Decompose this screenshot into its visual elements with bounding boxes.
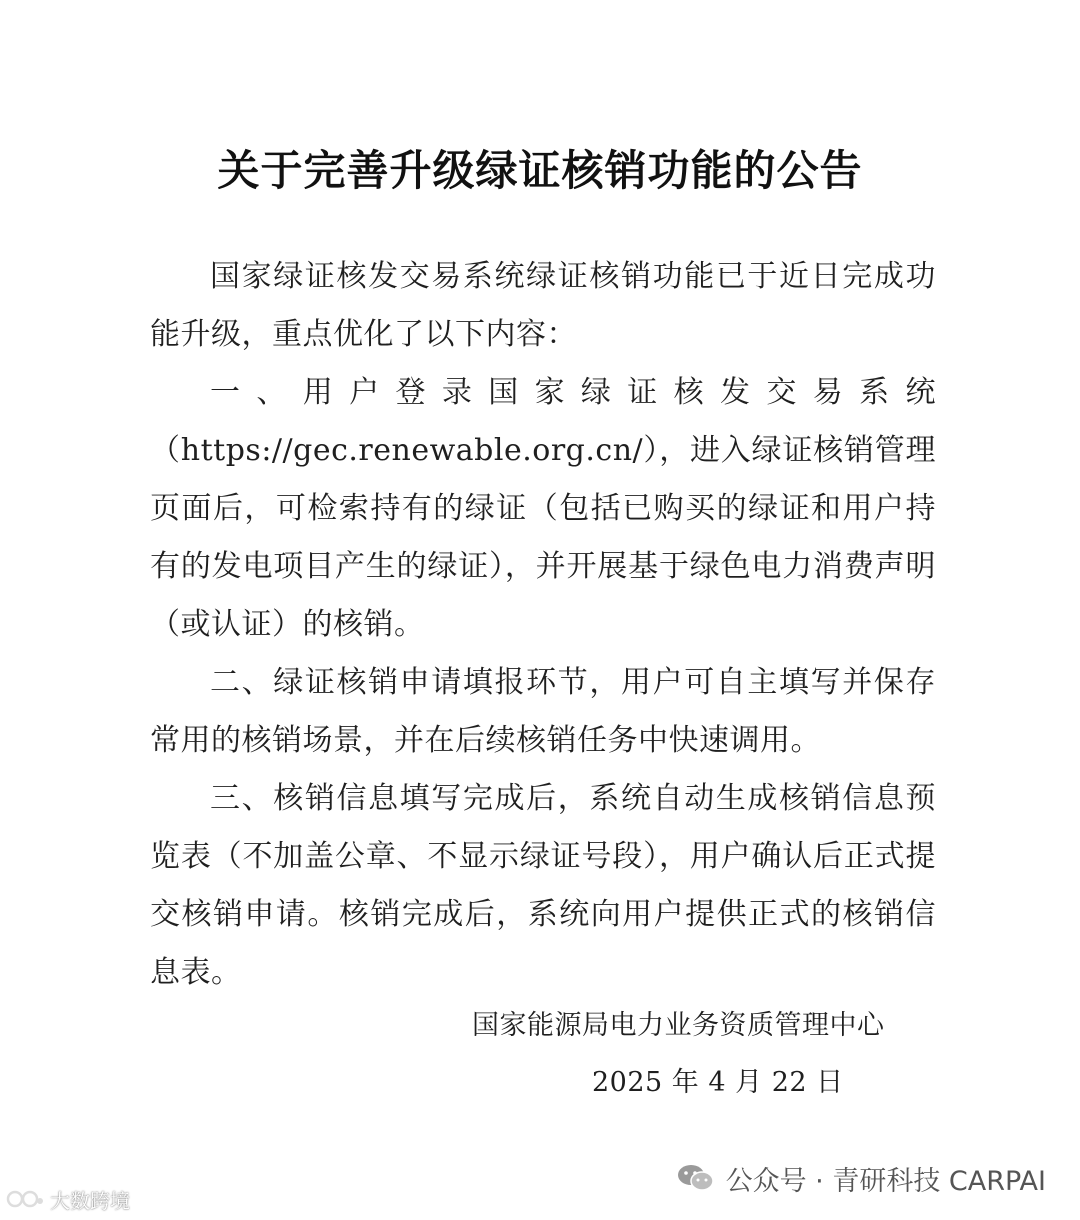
paragraph-item-2: 二、绿证核销申请填报环节，用户可自主填写并保存常用的核销场景，并在后续核销任务中快速调用。	[150, 665, 936, 758]
paragraph-intro: 国家绿证核发交易系统绿证核销功能已于近日完成功能升级，重点优化了以下内容：	[150, 259, 936, 352]
wechat-watermark	[676, 1156, 1046, 1200]
issuer-name: 国家能源局电力业务资质管理中心	[472, 1010, 885, 1041]
paragraph-item-1: 一、用户登录国家绿证核发交易系统（https://gec.renewable.org.cn/），进入绿证核销管理页面后，可检索持有的绿证（包括已购买的绿证和用户持有的发电项目产生的绿证），并开展基于绿色电力消费声明（或认证）的核销。	[150, 375, 936, 642]
issue-date: 2025 年 4 月 22 日	[592, 1067, 844, 1098]
wechat-watermark-text: 公众号 · 青研科技 CARPAI	[725, 1165, 1046, 1197]
brand-logo-icon	[6, 1188, 46, 1210]
wechat-icon	[676, 1163, 716, 1193]
page-title: 关于完善升级绿证核销功能的公告	[217, 146, 863, 195]
paragraph-item-3: 三、核销信息填写完成后，系统自动生成核销信息预览表（不加盖公章、不显示绿证号段），用户确认后正式提交核销申请。核销完成后，系统向用户提供正式的核销信息表。	[150, 781, 936, 990]
announcement-body	[150, 248, 936, 1002]
brand-watermark-text: 大数跨境	[50, 1188, 130, 1213]
brand-watermark	[6, 1184, 130, 1214]
